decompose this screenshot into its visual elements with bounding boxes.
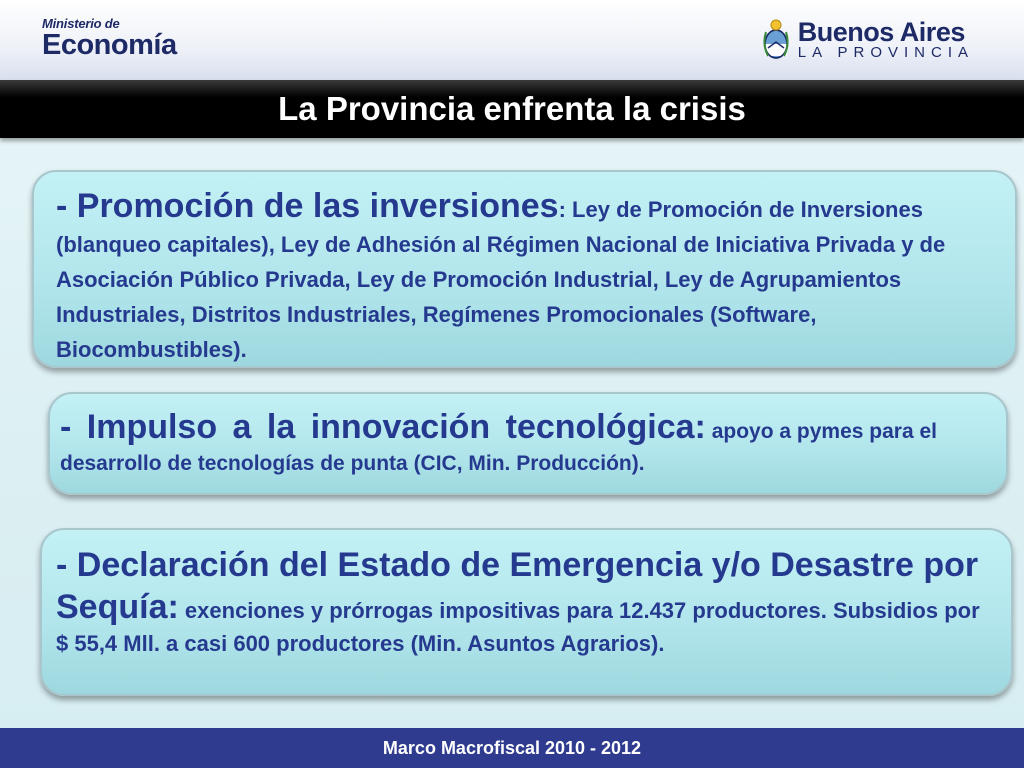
content-box-innovation [48,392,1008,495]
box-body: apoyo a pymes para el desarrollo de tecnologías de punta (CIC, Min. Producción). [60,420,937,475]
box-body: exenciones y prórrogas impositivas para 12.437 productores. Subsidios por $ 55,4 Mll. a casi 600 productores (Min. Asuntos Agrarios). [56,598,980,656]
header [0,0,1024,80]
content-box-emergency [40,528,1013,696]
page-title: La Provincia enfrenta la crisis [278,90,746,127]
brand-small-label: LA PROVINCIA [797,44,974,61]
province-logo [762,18,974,62]
ministry-logo [42,17,177,59]
province-shield-icon [762,18,790,62]
footer-text: Marco Macrofiscal 2010 - 2012 [382,738,642,758]
box-heading: - Declaración del Estado de Emergencia y/o Desastre por Sequía: [56,546,979,626]
box-paragraph [56,544,997,660]
box-body: : Ley de Promoción de Inversiones (blanqueo capitales), Ley de Adhesión al Régimen Nacional de Iniciativa Privada y de Asociación Público Privada, Ley de Promoción Industrial, Ley de Agrupamientos Industriales, Distritos Industriales, Regímenes Promocionales (Software, Biocombustibles). [56,197,946,362]
box-paragraph [60,408,1002,480]
ministry-big-label: Economía [42,29,177,61]
brand-big-label: Buenos Aires [797,17,965,47]
box-paragraph [56,187,995,369]
content-box-investment [32,170,1017,368]
ministry-small-label: Ministerio de [42,16,120,31]
title-bar [0,80,1024,138]
box-heading: - Promoción de las inversiones [56,187,559,225]
footer-bar [0,728,1024,768]
box-heading: - Impulso a la innovación tecnológica: [60,408,706,446]
